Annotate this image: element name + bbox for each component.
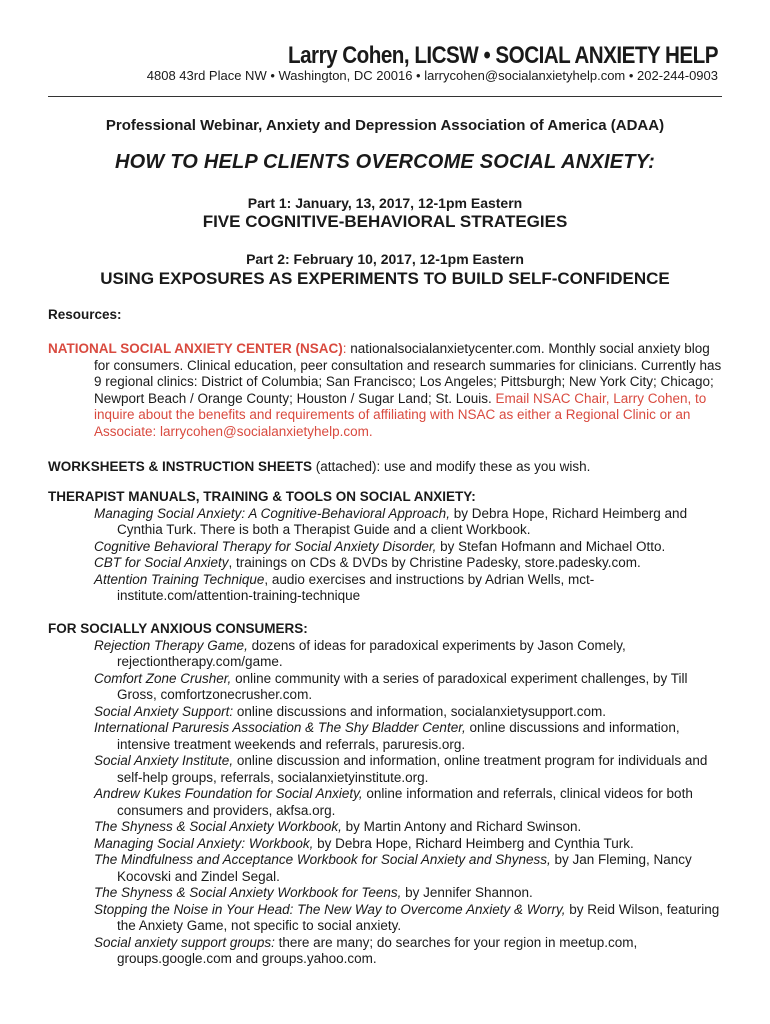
nsac-paragraph [48,341,722,440]
item-title: The Mindfulness and Acceptance Workbook for Social Anxiety and Shyness, [94,852,551,867]
item-title: Stopping the Noise in Your Head: The New Way to Overcome Anxiety & Worry, [94,901,566,917]
item-title: Social anxiety support groups: [94,934,275,950]
item-text: by Jennifer Shannon. [401,885,533,900]
list-item [48,704,722,721]
item-title: CBT for Social Anxiety [94,555,229,570]
item-text: online discussions and information, intensive treatment weekends and referrals, paruresis.org. [117,720,680,752]
part1-title: FIVE COGNITIVE-BEHAVIORAL STRATEGIES [202,212,568,231]
item-text: by Reid Wilson, featuring the Anxiety Game, not specific to social anxiety. [117,901,720,933]
item-text: , trainings on CDs & DVDs by Christine Padesky, store.padesky.com. [228,555,641,570]
nsac-description: nationalsocialanxietycenter.com. Monthly social anxiety blog for consumers. Clinical education, peer consultation and research summaries for clinicians. Currently has 9 regional clinics: District of Columbia; San Francisco; Los Angeles; Pittsburgh; New York City; Chicago; Newport Beach / Orange County; Houston / Sugar Land; St. Louis. [94,341,722,406]
part1-date: Part 1: January, 13, 2017, 12-1pm Eastern [247,195,523,211]
item-text: by Martin Antony and Richard Swinson. [341,819,582,834]
list-item [48,902,722,935]
list-item [48,638,722,671]
list-item [48,572,722,605]
resources-label: Resources: [48,307,122,322]
nsac-email-note: Email NSAC Chair, Larry Cohen, to inquire about the benefits and requirements of affiliating with NSAC as either a Regional Clinic or an Associate: larrycohen@socialanxietyhelp.com. [94,390,707,439]
list-item [48,819,722,836]
list-item [48,885,722,902]
list-item [48,836,722,853]
letterhead-name: Larry Cohen, LICSW • SOCIAL ANXIETY HELP [287,42,718,69]
worksheets-text: (attached): use and modify these as you wish. [312,459,591,474]
list-item [48,786,722,819]
worksheets-line [48,459,722,476]
item-text: by Debra Hope, Richard Heimberg and Cynthia Turk. [313,835,634,851]
item-text: online community with a series of paradoxical experiment challenges, by Till Gross, comfortzonecrusher.com. [117,670,688,702]
item-title: Social Anxiety Support: [94,703,234,719]
letterhead-address: 4808 43rd Place NW • Washington, DC 20016 • larrycohen@socialanxietyhelp.com • 202-244-0903 [146,68,718,83]
manuals-section [48,489,722,605]
item-text: dozens of ideas for paradoxical experiments by Jason Comely, rejectiontherapy.com/game. [117,637,626,669]
item-title: Managing Social Anxiety: Workbook, [94,835,314,851]
part2-date: Part 2: February 10, 2017, 12-1pm Eastern [246,251,524,267]
item-title: Comfort Zone Crusher, [94,670,232,686]
consumers-section [48,621,722,968]
nsac-colon: : [342,341,347,356]
item-text: by Debra Hope, Richard Heimberg and Cynthia Turk. There is both a Therapist Guide and a client Workbook. [117,505,688,537]
item-title: Managing Social Anxiety: A Cognitive-Behavioral Approach, [94,505,450,521]
item-title: The Shyness & Social Anxiety Workbook, [94,819,342,834]
item-title: Cognitive Behavioral Therapy for Social Anxiety Disorder, [94,538,437,554]
item-text: by Stefan Hofmann and Michael Otto. [436,538,666,554]
list-item [48,935,722,968]
item-title: Rejection Therapy Game, [94,637,248,653]
consumers-title: FOR SOCIALLY ANXIOUS CONSUMERS: [48,621,308,636]
list-item [48,720,722,753]
item-title: Social Anxiety Institute, [94,753,234,768]
item-title: Attention Training Technique [94,571,265,587]
list-item [48,852,722,885]
list-item [48,506,722,539]
item-text: online discussions and information, socialanxietysupport.com. [233,703,607,719]
list-item [48,555,722,572]
webinar-heading: Professional Webinar, Anxiety and Depression Association of America (ADAA) [105,117,665,134]
worksheets-title: WORKSHEETS & INSTRUCTION SHEETS [48,459,313,474]
list-item [48,753,722,786]
page-title: HOW TO HELP CLIENTS OVERCOME SOCIAL ANXIETY: [115,151,655,173]
item-title: International Paruresis Association & The Shy Bladder Center, [94,720,466,735]
item-text: there are many; do searches for your region in meetup.com, groups.google.com and groups.yahoo.com. [117,934,638,966]
nsac-name: NATIONAL SOCIAL ANXIETY CENTER (NSAC) [48,341,343,356]
item-text: online discussion and information, online treatment program for individuals and self-help groups, referrals, socialanxietyinstitute.org. [117,753,708,785]
item-text: online information and referrals, clinical videos for both consumers and providers, akfsa.org. [117,786,693,818]
letterhead-divider [48,96,722,97]
part2-title: USING EXPOSURES AS EXPERIMENTS TO BUILD SELF-CONFIDENCE [100,269,670,288]
list-item [48,671,722,704]
item-text: , audio exercises and instructions by Adrian Wells, mct-institute.com/attention-training-technique [117,571,595,603]
item-text: by Jan Fleming, Nancy Kocovski and Zindel Segal. [117,852,692,884]
list-item [48,539,722,556]
item-title: Andrew Kukes Foundation for Social Anxiety, [94,786,363,801]
item-title: The Shyness & Social Anxiety Workbook for Teens, [94,885,402,900]
manuals-title: THERAPIST MANUALS, TRAINING & TOOLS ON SOCIAL ANXIETY: [48,489,476,504]
